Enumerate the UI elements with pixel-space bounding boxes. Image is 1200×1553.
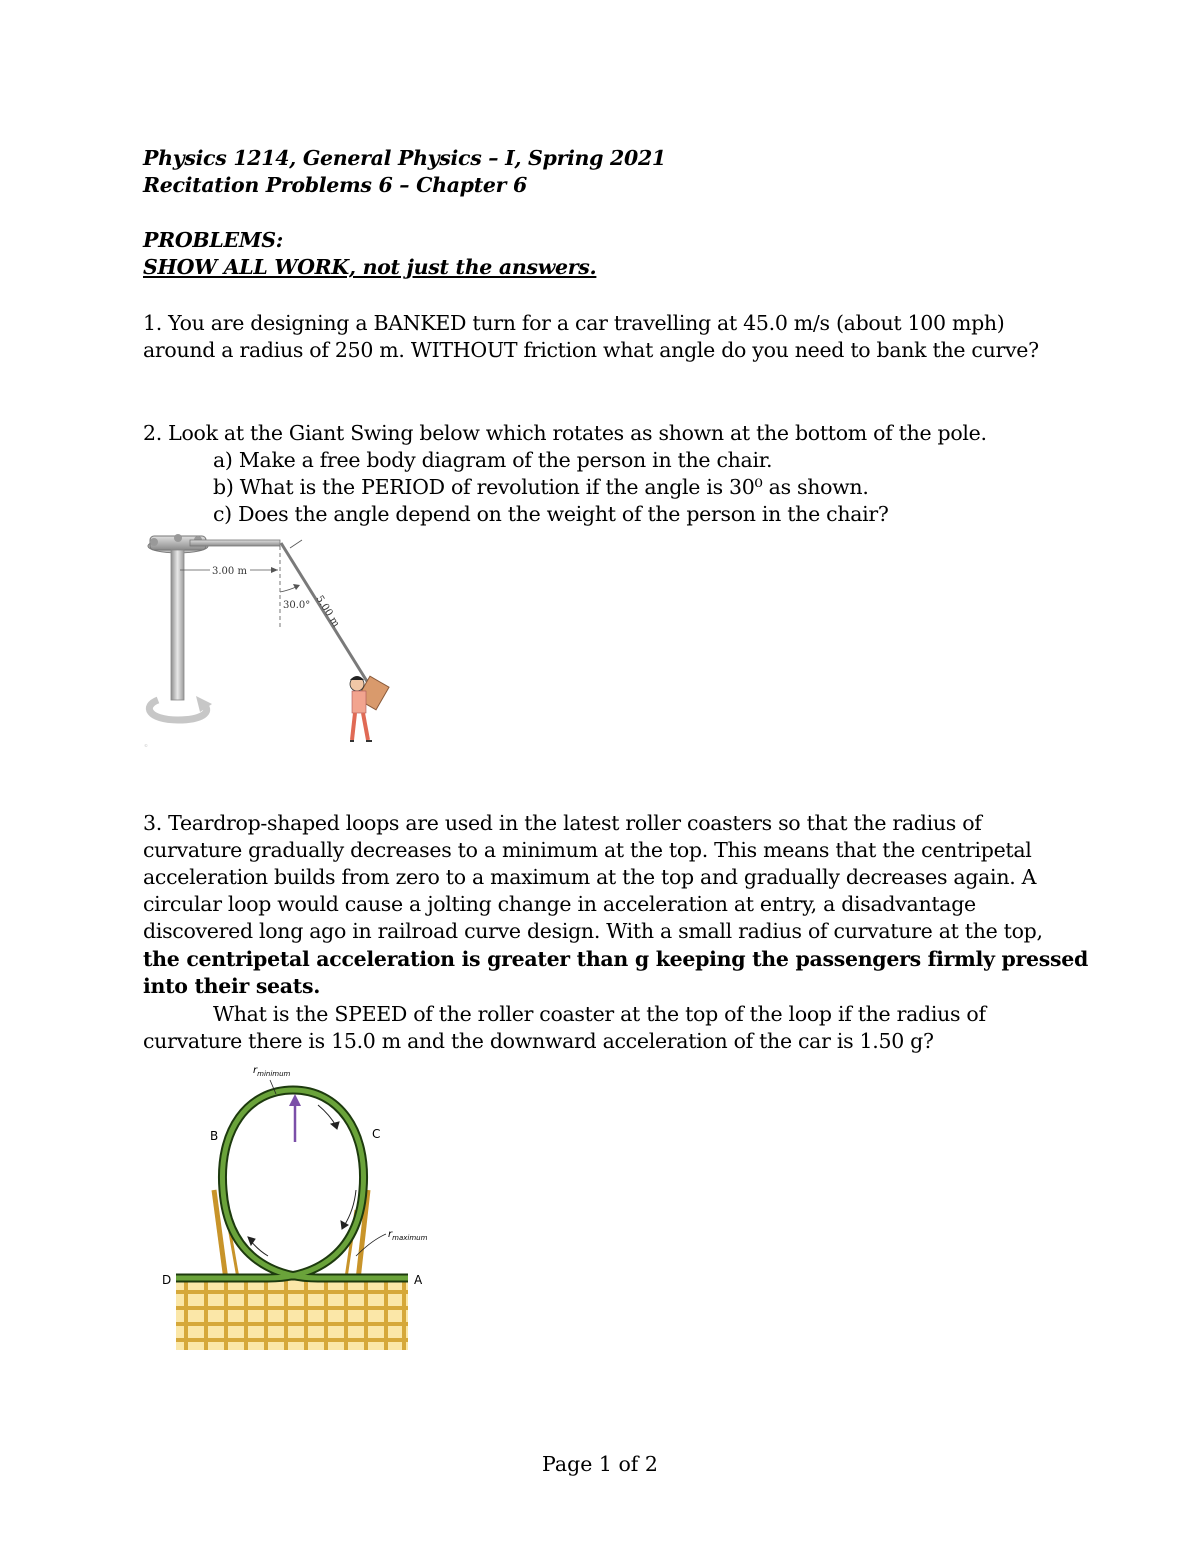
r-maximum-label: $r_{maximum}$ bbox=[388, 1229, 428, 1242]
problem-3-line-6: the centripetal acceleration is greater than g keeping the passengers firmly pressed bbox=[143, 947, 1089, 971]
point-d-label: D bbox=[162, 1273, 172, 1287]
problem-2-line-1: 2. Look at the Giant Swing below which rotates as shown at the bottom of the pole. bbox=[143, 421, 987, 445]
course-title: Physics 1214, General Physics – I, Spring 2021 bbox=[143, 146, 666, 170]
roller-coaster-figure bbox=[158, 1060, 448, 1352]
problem-3-question-2: curvature there is 15.0 m and the downward acceleration of the car is 1.50 g? bbox=[143, 1029, 934, 1053]
swing-pole bbox=[171, 550, 184, 700]
giant-swing-figure bbox=[140, 528, 410, 758]
problem-2b: b) What is the PERIOD of revolution if the angle is 30⁰ as shown. bbox=[213, 475, 869, 499]
recitation-title: Recitation Problems 6 – Chapter 6 bbox=[143, 173, 527, 197]
point-c-label: C bbox=[372, 1127, 381, 1141]
show-work-instruction: SHOW ALL WORK, not just the answers. bbox=[143, 255, 597, 279]
coaster-track bbox=[176, 1090, 408, 1278]
problems-heading: PROBLEMS: bbox=[143, 228, 284, 252]
point-b-label: B bbox=[210, 1129, 219, 1143]
problem-3-line-4: circular loop would cause a jolting change in acceleration at entry, a disadvantage bbox=[143, 892, 976, 916]
problem-3-line-2: curvature gradually decreases to a minimum at the top. This means that the centripetal bbox=[143, 838, 1032, 862]
problem-1-line-2: around a radius of 250 m. WITHOUT friction what angle do you need to bank the curve? bbox=[143, 338, 1039, 362]
chain-length-label: 5.00 m bbox=[313, 593, 342, 630]
wooden-supports bbox=[176, 1190, 408, 1350]
swing-arm bbox=[190, 540, 280, 546]
motion-arrows bbox=[248, 1105, 356, 1256]
page-number: Page 1 of 2 bbox=[542, 1452, 658, 1476]
problem-3-line-1: 3. Teardrop-shaped loops are used in the latest roller coasters so that the radius of bbox=[143, 811, 982, 835]
problem-2c: c) Does the angle depend on the weight of the person in the chair? bbox=[213, 502, 889, 526]
arm-length-label: 3.00 m bbox=[212, 566, 247, 577]
svg-text:©: © bbox=[144, 743, 148, 748]
point-a-label: A bbox=[414, 1273, 423, 1287]
problem-3-question-1: What is the SPEED of the roller coaster at the top of the loop if the radius of bbox=[213, 1002, 986, 1026]
problem-3-line-5: discovered long ago in railroad curve design. With a small radius of curvature at the top, bbox=[143, 919, 1043, 943]
problem-3-line-3: acceleration builds from zero to a maximum at the top and gradually decreases again. A bbox=[143, 865, 1037, 889]
problem-2a: a) Make a free body diagram of the person in the chair. bbox=[213, 448, 773, 472]
problem-1-line-1: 1. You are designing a BANKED turn for a car travelling at 45.0 m/s (about 100 mph) bbox=[143, 311, 1005, 335]
problem-3-line-7: into their seats. bbox=[143, 974, 321, 998]
angle-label: 30.0° bbox=[283, 600, 311, 611]
person-in-chair bbox=[350, 676, 389, 741]
r-minimum-label: $r_{minimum}$ bbox=[253, 1065, 291, 1078]
